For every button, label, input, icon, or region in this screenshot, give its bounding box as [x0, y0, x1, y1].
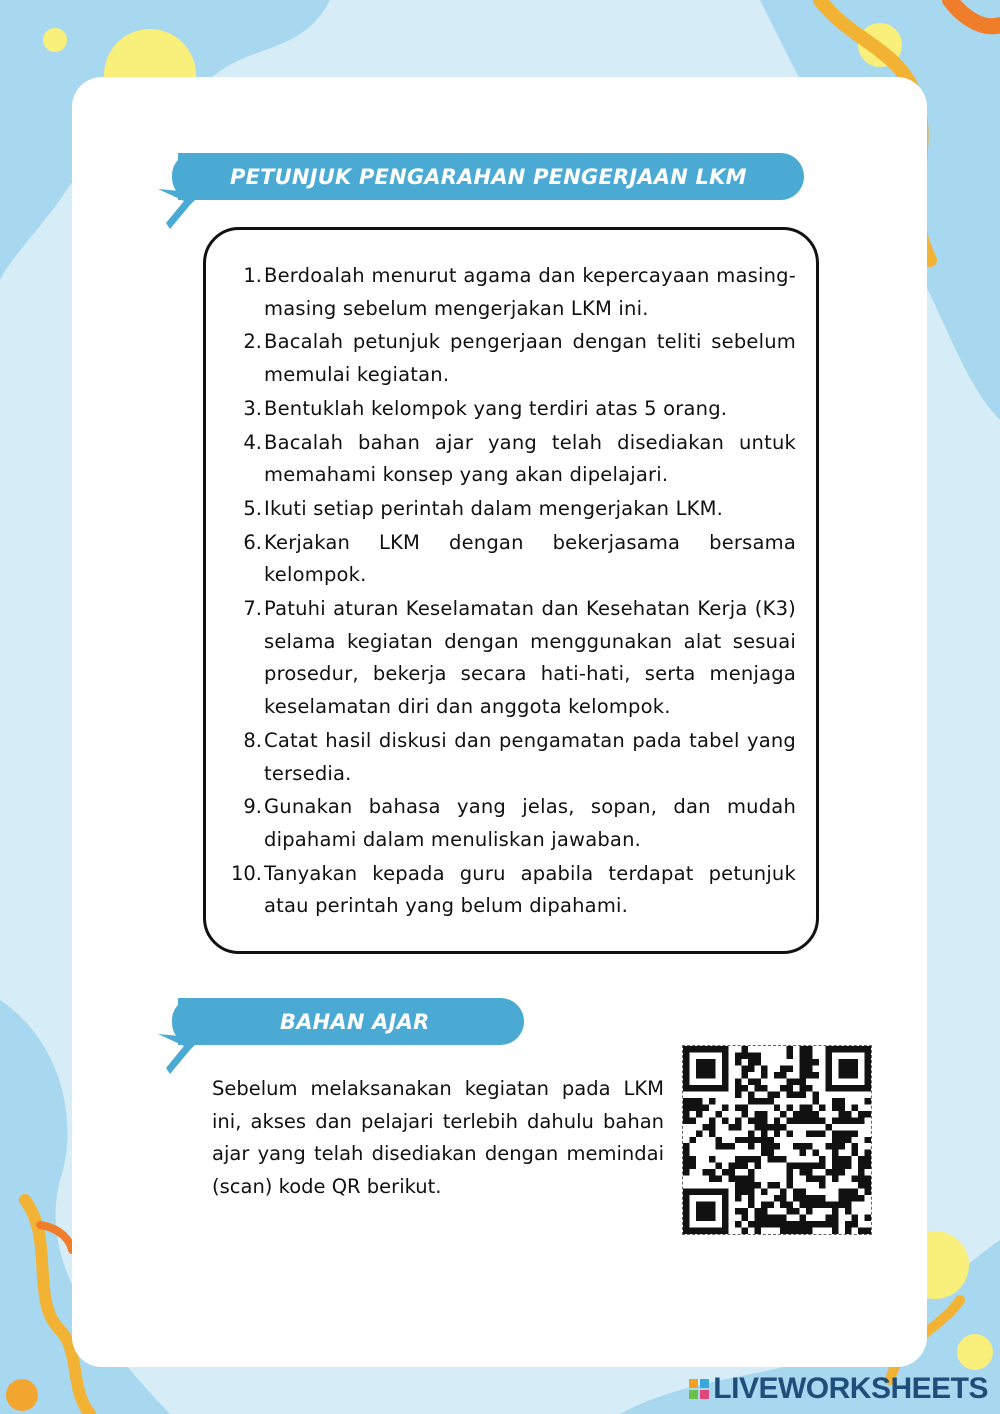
material-banner [178, 998, 524, 1045]
brand-text: LIVEWORKSHEETS [713, 1372, 988, 1405]
instruction-number: 4. [243, 430, 262, 454]
instruction-text: Tanyakan kepada guru apabila terdapat petunjuk atau perintah yang belum dipahami. [264, 861, 796, 918]
instruction-number: 7. [243, 597, 262, 621]
instruction-text: Patuhi aturan Keselamatan dan Kesehatan Kerja (K3) selama kegiatan dengan menggunakan alat sesuai prosedur, bekerja secara hati-hati, serta menjaga keselamatan diri dan anggota kelompok. [264, 597, 796, 719]
instruction-number: 10. [230, 861, 262, 885]
instruction-item [226, 858, 796, 923]
instruction-number: 3. [243, 396, 262, 420]
instruction-item [226, 427, 796, 492]
liveworksheets-brand [689, 1372, 988, 1406]
instructions-box [203, 227, 819, 954]
instruction-item [226, 393, 796, 426]
instruction-number: 9. [243, 795, 262, 819]
instructions-list [226, 260, 796, 924]
instruction-text: Berdoalah menurut agama dan kepercayaan masing-masing sebelum mengerjakan LKM ini. [264, 264, 796, 320]
cursor-arrow-icon [156, 183, 204, 243]
instruction-number: 1. [243, 264, 262, 287]
qr-code-icon[interactable] [682, 1045, 872, 1235]
instruction-text: Catat hasil diskusi dan pengamatan pada tabel yang tersedia. [264, 728, 796, 785]
instruction-item [226, 593, 796, 724]
instruction-text: Bacalah petunjuk pengerjaan dengan teliti sebelum memulai kegiatan. [264, 330, 796, 387]
instruction-item [226, 493, 796, 526]
instruction-text: Bentuklah kelompok yang terdiri atas 5 orang. [264, 396, 728, 420]
instruction-number: 5. [243, 496, 262, 520]
instruction-number: 6. [243, 530, 262, 554]
instruction-item [226, 791, 796, 856]
instruction-number: 8. [243, 728, 262, 752]
instruction-text: Kerjakan LKM dengan bekerjasama bersama kelompok. [264, 530, 796, 587]
instruction-item [226, 725, 796, 790]
cursor-arrow-icon [156, 1028, 204, 1088]
instructions-title: PETUNJUK PENGARAHAN PENGERJAAN LKM [230, 164, 747, 189]
material-description: Sebelum melaksanakan kegiatan pada LKM ini, akses dan pelajari terlebih dahulu bahan ajar yang telah disediakan dengan memindai (scan) kode QR berikut. [212, 1077, 664, 1199]
instruction-number: 2. [243, 330, 262, 354]
instructions-banner [178, 153, 804, 200]
instruction-item [226, 326, 796, 391]
liveworksheets-logo-icon [689, 1379, 709, 1399]
instruction-text: Bacalah bahan ajar yang telah disediakan untuk memahami konsep yang akan dipelajari. [264, 430, 796, 487]
instruction-text: Ikuti setiap perintah dalam mengerjakan LKM. [264, 496, 724, 520]
material-title: BAHAN AJAR [280, 1009, 430, 1034]
instruction-item [226, 527, 796, 592]
instruction-item [226, 260, 796, 325]
instruction-text: Gunakan bahasa yang jelas, sopan, dan mudah dipahami dalam menuliskan jawaban. [264, 795, 796, 851]
